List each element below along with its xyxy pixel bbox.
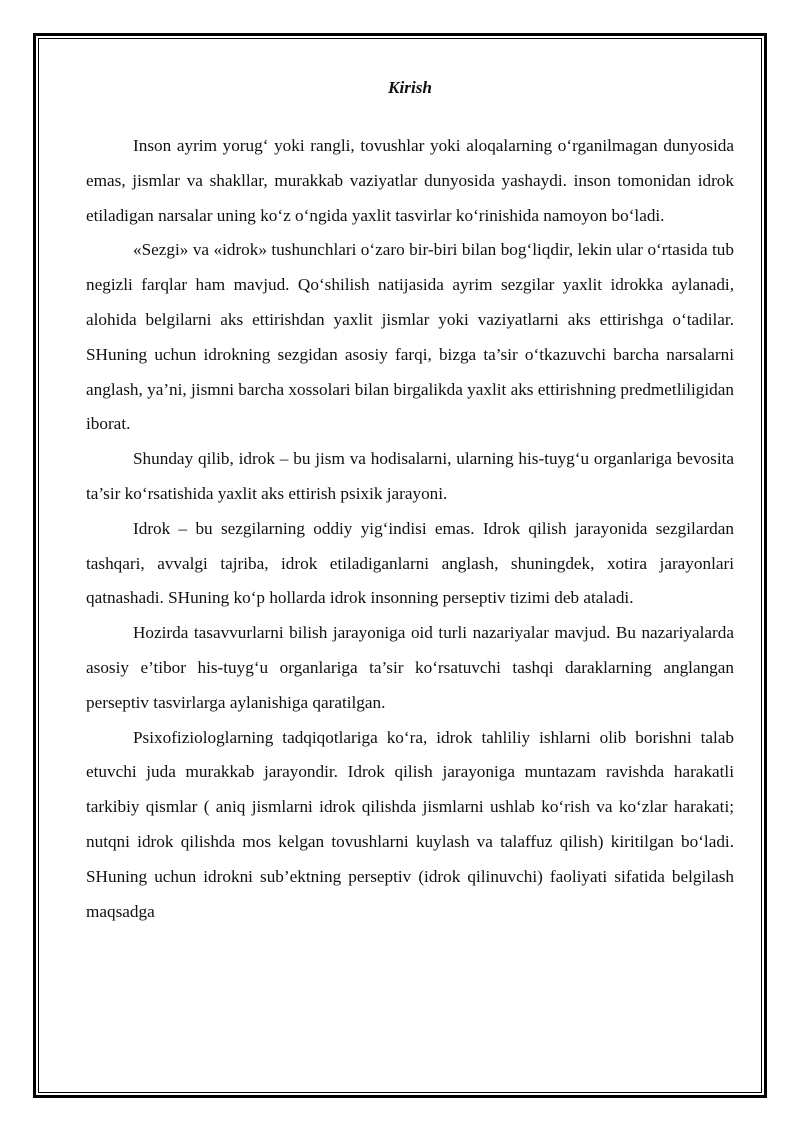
paragraph: Idrok – bu sezgilarning oddiy yig‘indisi emas. Idrok qilish jarayonida sezgilardan tashqari, avvalgi tajriba, idrok etiladiganlarni anglash, shuningdek, xotira jarayonlari qatnashadi. SHuning ko‘p hollarda idrok insonning perseptiv tizimi deb ataladi.	[86, 518, 734, 608]
paragraph: Hozirda tasavvurlarni bilish jarayoniga oid turli nazariyalar mavjud. Bu nazariyalarda asosiy e’tibor his-tuyg‘u organlariga ta’sir ko‘rsatuvchi tashqi daraklarning anglangan perseptiv tasvirlarga aylanishiga qaratilgan.	[86, 623, 734, 712]
paragraph: Shunday qilib, idrok – bu jism va hodisalarni, ularning his-tuyg‘u organlariga bevosita ta’sir ko‘rsatishida yaxlit aks ettirish psixik jarayoni.	[86, 449, 734, 503]
document-body	[86, 72, 734, 929]
document-title: Kirish	[388, 78, 432, 97]
paragraph: Inson ayrim yorug‘ yoki rangli, tovushlar yoki aloqalarning o‘rganilmagan dunyosida emas, jismlar va shakllar, murakkab vaziyatlar dunyosida yashaydi. inson tomonidan idrok etiladigan narsalar uning ko‘z o‘ngida yaxlit tasvirlar ko‘rinishida namoyon bo‘ladi.	[86, 136, 734, 225]
paragraph: Psixofiziologlarning tadqiqotlariga ko‘ra, idrok tahliliy ishlarni olib borishni talab etuvchi juda murakkab jarayondir. Idrok qilish jarayoniga muntazam ravishda harakatli tarkibiy qismlar ( aniq jismlarni idrok qilishda jismlarni ushlab ko‘rish va ko‘zlar harakati; nutqni idrok qilishda mos kelgan tovushlarni kuylash va talaffuz qilish) kiritilgan bo‘ladi. SHuning uchun idrokni sub’ektning perseptiv (idrok qilinuvchi) faoliyati sifatida belgilash maqsadga	[86, 727, 734, 921]
paragraph: «Sezgi» va «idrok» tushunchlari o‘zaro bir-biri bilan bog‘liqdir, lekin ular o‘rtasida tub negizli farqlar ham mavjud. Qo‘shilish natijasida ayrim sezgilar yaxlit idrokka aylanadi, alohida belgilarni aks ettirishdan yaxlit jismlar yoki vaziyatlarni aks ettirishga o‘tadilar. SHuning uchun idrokning sezgidan asosiy farqi, bizga ta’sir o‘tkazuvchi barcha narsalarni anglash, ya’ni, jismni barcha xossolari bilan birgalikda yaxlit aks ettirishning predmetliligidan iborat.	[86, 240, 734, 434]
